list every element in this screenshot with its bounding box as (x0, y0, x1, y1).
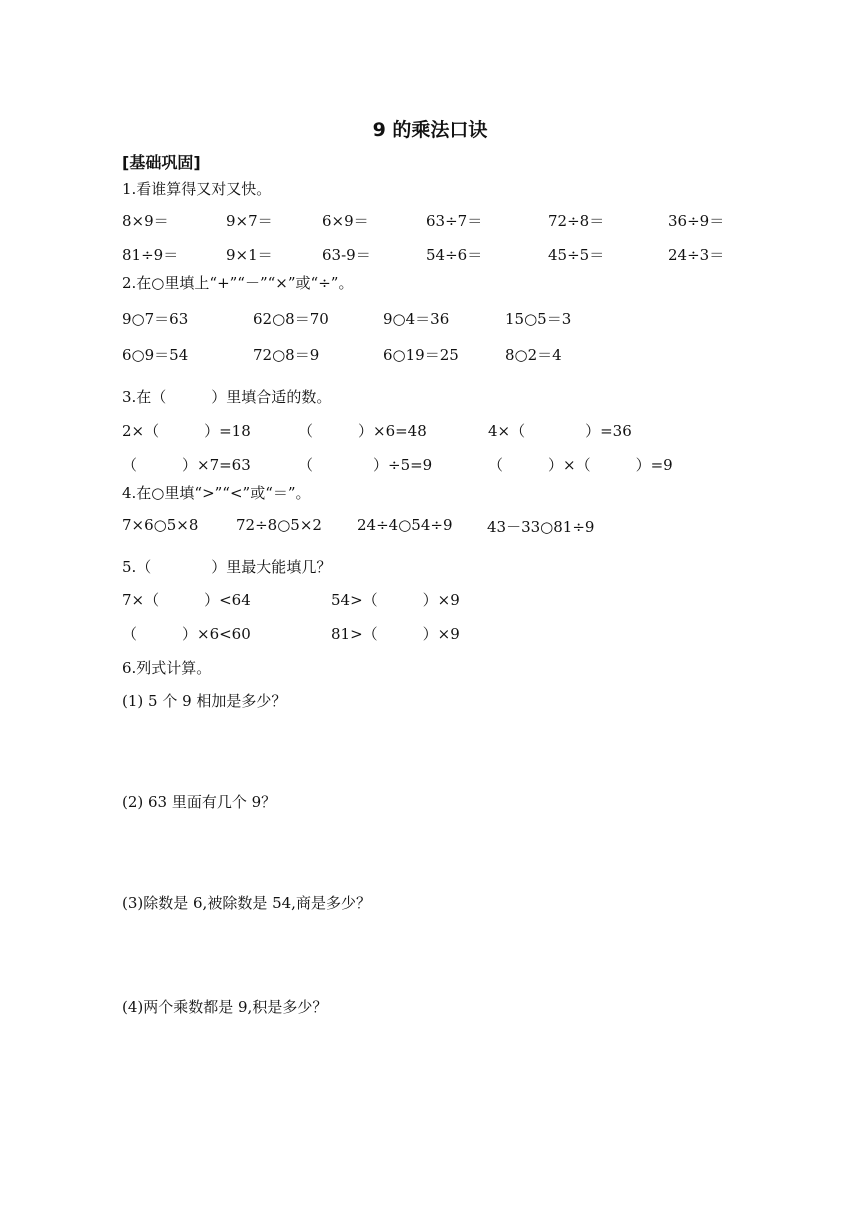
q1-item: 63÷7＝ (426, 212, 483, 230)
q4-row (0, 516, 860, 538)
q4-item: 24÷4○54÷9 (357, 516, 453, 534)
q1-item: 63-9＝ (322, 246, 371, 264)
q2-item: 15○5＝3 (505, 310, 572, 328)
q3-prompt: 3.在（ ）里填合适的数。 (122, 388, 332, 406)
q3-item: （ ）×（ ）=9 (488, 456, 673, 474)
q1-item: 36÷9＝ (668, 212, 725, 230)
q2-item: 9○7＝63 (122, 310, 189, 328)
q2-row-1 (0, 308, 860, 330)
q5-item: 81>（ ）×9 (331, 625, 460, 643)
q1-item: 6×9＝ (322, 212, 369, 230)
q5-row-2 (0, 623, 860, 645)
q1-row-1 (0, 210, 860, 232)
q3-row-2 (0, 454, 860, 476)
q4-item: 43－33○81÷9 (487, 518, 595, 536)
q1-item: 9×1＝ (226, 246, 273, 264)
q3-item: （ ）÷5=9 (298, 456, 433, 474)
q6-subquestion-3: (3)除数是 6,被除数是 54,商是多少？ (122, 894, 371, 912)
q1-item: 24÷3＝ (668, 246, 725, 264)
q2-item: 6○9＝54 (122, 346, 189, 364)
page-title: 9 的乘法口诀 (372, 119, 488, 141)
q1-item: 81÷9＝ (122, 246, 179, 264)
q5-row-1 (0, 589, 860, 611)
q1-row-2 (0, 244, 860, 266)
q5-item: 54>（ ）×9 (331, 591, 460, 609)
q1-item: 9×7＝ (226, 212, 273, 230)
q2-item: 9○4＝36 (383, 310, 450, 328)
q1-item: 54÷6＝ (426, 246, 483, 264)
q4-item: 72÷8○5×2 (236, 516, 322, 534)
q5-item: 7×（ ）<64 (122, 591, 251, 609)
q6-subquestion-4: (4)两个乘数都是 9,积是多少？ (122, 998, 328, 1016)
q1-item: 8×9＝ (122, 212, 169, 230)
q2-item: 62○8＝70 (253, 310, 329, 328)
q6-subquestion-2: (2) 63 里面有几个 9？ (122, 793, 277, 811)
q6-prompt: 6.列式计算。 (122, 659, 212, 677)
q3-item: 4×（ ）=36 (488, 422, 632, 440)
q3-row-1 (0, 420, 860, 442)
q2-item: 6○19＝25 (383, 346, 459, 364)
q3-item: （ ）×7=63 (122, 456, 251, 474)
q5-prompt: 5.（ ）里最大能填几？ (122, 558, 332, 576)
q6-subquestion-1: (1) 5 个 9 相加是多少？ (122, 692, 287, 710)
q5-item: （ ）×6<60 (122, 625, 251, 643)
q1-prompt: 1.看谁算得又对又快。 (122, 180, 272, 198)
q3-item: （ ）×6=48 (298, 422, 427, 440)
q4-item: 7×6○5×8 (122, 516, 199, 534)
section-heading: [基础巩固] (122, 153, 201, 172)
q4-prompt: 4.在○里填“>”“<”或“＝”。 (122, 484, 311, 502)
q1-item: 45÷5＝ (548, 246, 605, 264)
q2-item: 72○8＝9 (253, 346, 320, 364)
q1-item: 72÷8＝ (548, 212, 605, 230)
q2-item: 8○2＝4 (505, 346, 562, 364)
q3-item: 2×（ ）=18 (122, 422, 251, 440)
q2-row-2 (0, 344, 860, 366)
q2-prompt: 2.在○里填上“+”“－”“×”或“÷”。 (122, 274, 354, 292)
